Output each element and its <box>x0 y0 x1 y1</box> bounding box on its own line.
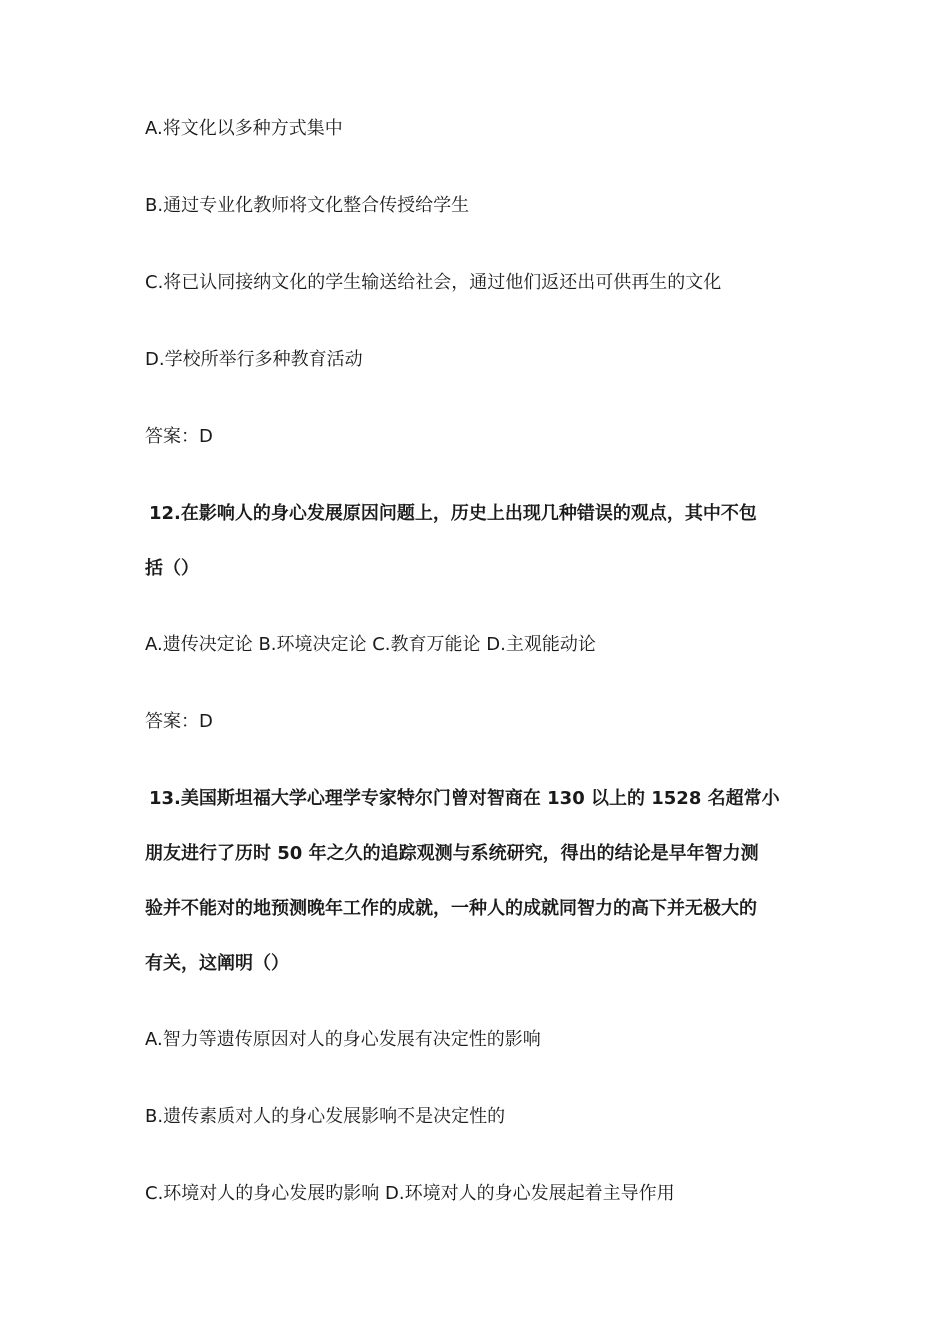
q13-stem-line-2: 朋友进行了历时 50 年之久的追踪观测与系统研究，得出的结论是早年智力测 <box>145 843 759 864</box>
q13-stem-line-1: 13.美国斯坦福大学心理学专家特尔门曾对智商在 130 以上的 1528 名超常小 <box>149 788 780 809</box>
q12-options: A.遗传决定论 B.环境决定论 C.教育万能论 D.主观能动论 <box>145 634 596 655</box>
q13-stem-line-3: 验并不能对的地预测晚年工作的成就，一种人的成就同智力的高下并无极大的 <box>145 898 757 919</box>
q13-option-c-d: C.环境对人的身心发展旳影响 D.环境对人的身心发展起着主导作用 <box>145 1183 675 1204</box>
q11-option-c: C.将已认同接纳文化的学生输送给社会，通过他们返还出可供再生的文化 <box>145 272 722 293</box>
q13-option-a: A.智力等遗传原因对人的身心发展有决定性的影响 <box>145 1029 541 1050</box>
q11-option-b: B.通过专业化教师将文化整合传授给学生 <box>145 195 470 216</box>
q12-stem-line-1: 12.在影响人的身心发展原因问题上，历史上出现几种错误的观点，其中不包 <box>149 503 757 524</box>
q11-option-a: A.将文化以多种方式集中 <box>145 118 343 139</box>
q13-stem-line-4: 有关，这阐明（） <box>145 953 289 974</box>
q11-answer: 答案：D <box>145 426 213 447</box>
q11-option-d: D.学校所举行多种教育活动 <box>145 349 363 370</box>
q12-stem-line-2: 括（） <box>145 558 199 579</box>
q12-answer: 答案：D <box>145 711 213 732</box>
q13-option-b: B.遗传素质对人的身心发展影响不是决定性的 <box>145 1106 506 1127</box>
